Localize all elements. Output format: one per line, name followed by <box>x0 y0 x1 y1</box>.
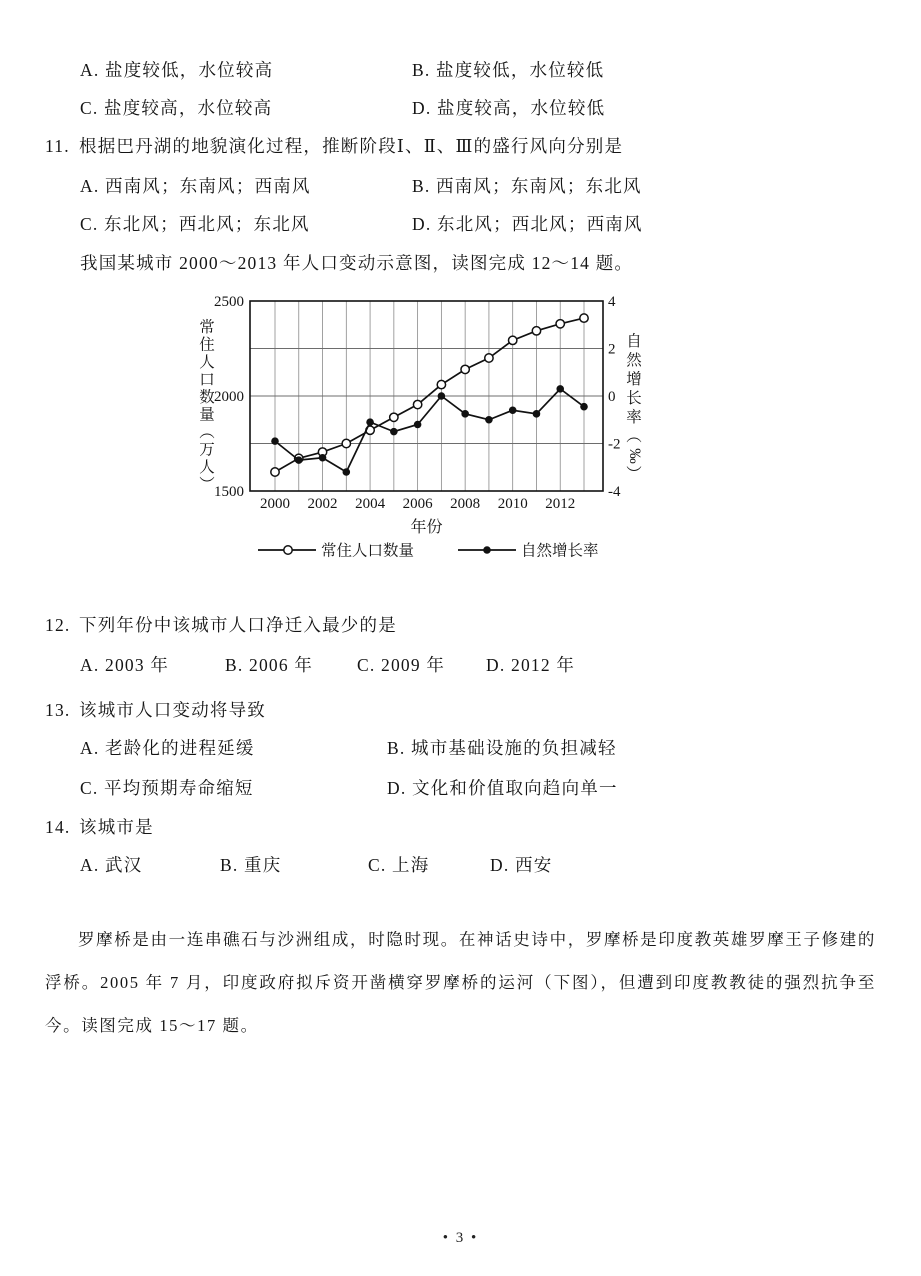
svg-text:2002: 2002 <box>307 496 338 512</box>
q11-option-d: D. 东北风；西北风；西南风 <box>412 214 643 234</box>
q13-option-b: B. 城市基础设施的负担减轻 <box>387 738 617 758</box>
svg-text:2006: 2006 <box>402 496 433 512</box>
svg-text:1500: 1500 <box>214 484 244 500</box>
svg-text:︵: ︵ <box>199 424 215 441</box>
q11-option-b: B. 西南风；东南风；东北风 <box>412 176 642 196</box>
svg-text:年份: 年份 <box>410 519 443 536</box>
svg-text:人: 人 <box>199 459 215 476</box>
svg-text:︶: ︶ <box>626 466 642 483</box>
question-12-stem <box>45 612 397 637</box>
question-11-stem <box>45 133 623 158</box>
question-14-stem-text: 该城市是 <box>79 817 154 837</box>
question-12-number: 12. <box>45 615 71 635</box>
svg-text:2010: 2010 <box>497 496 528 512</box>
question-11-stem-text: 根据巴丹湖的地貌演化过程，推断阶段Ⅰ、Ⅱ、Ⅲ的盛行风向分别是 <box>79 136 624 156</box>
svg-text:常: 常 <box>199 319 215 336</box>
svg-text:长: 长 <box>626 390 642 407</box>
question-13-stem-text: 该城市人口变动将导致 <box>79 700 266 720</box>
svg-text:万: 万 <box>199 441 215 459</box>
svg-text:2008: 2008 <box>450 496 481 512</box>
q12-option-c: C. 2009 年 <box>357 655 446 675</box>
svg-text:数: 数 <box>199 389 215 406</box>
svg-text:-4: -4 <box>608 484 621 500</box>
svg-text:常住人口数量: 常住人口数量 <box>321 542 415 560</box>
q13-option-a: A. 老龄化的进程延缓 <box>80 738 255 758</box>
q12-option-a: A. 2003 年 <box>80 655 170 675</box>
q12-option-d: D. 2012 年 <box>486 655 576 675</box>
q11-option-a: A. 西南风；东南风；西南风 <box>80 176 311 196</box>
q14-option-b: B. 重庆 <box>220 855 282 875</box>
population-change-chart <box>192 292 670 564</box>
question-11-number: 11. <box>45 136 70 156</box>
q14-option-c: C. 上海 <box>368 855 430 875</box>
svg-text:-2: -2 <box>608 436 621 453</box>
passage-text: 罗摩桥是由一连串礁石与沙洲组成，时隐时现。在神话史诗中，罗摩桥是印度教英雄罗摩王子修建的浮桥。2005 年 7 月，印度政府拟斥资开凿横穿罗摩桥的运河（下图），但遭到印度教教徒的强烈抗争至今。读图完成 15～17 题。 <box>45 930 876 1035</box>
svg-text:人: 人 <box>199 354 215 371</box>
svg-text:2012: 2012 <box>545 496 576 512</box>
svg-text:4: 4 <box>608 294 616 310</box>
q10-option-d: D. 盐度较高，水位较低 <box>412 98 606 118</box>
q13-option-c: C. 平均预期寿命缩短 <box>80 778 254 798</box>
q13-option-d: D. 文化和价值取向趋向单一 <box>387 778 618 798</box>
svg-text:︵: ︵ <box>626 428 642 445</box>
question-13-number: 13. <box>45 700 71 720</box>
svg-text:自: 自 <box>626 333 642 350</box>
svg-text:2500: 2500 <box>214 294 244 310</box>
question-14-number: 14. <box>45 817 71 837</box>
svg-text:2: 2 <box>608 341 616 358</box>
svg-text:自然增长率: 自然增长率 <box>521 542 599 560</box>
svg-text:率: 率 <box>626 409 642 426</box>
q14-option-d: D. 西安 <box>490 855 553 875</box>
q10-option-b: B. 盐度较低，水位较低 <box>412 60 605 80</box>
svg-text:口: 口 <box>199 371 215 389</box>
svg-text:增: 增 <box>626 371 642 388</box>
svg-text:︶: ︶ <box>199 476 215 494</box>
svg-text:量: 量 <box>199 406 215 424</box>
q14-option-a: A. 武汉 <box>80 855 143 875</box>
q11-option-c: C. 东北风；西北风；东北风 <box>80 214 310 234</box>
page-number: • 3 • <box>442 1230 479 1246</box>
svg-text:住: 住 <box>199 336 215 354</box>
svg-text:‰: ‰ <box>626 448 643 464</box>
svg-text:2000: 2000 <box>260 496 290 512</box>
question-12-stem-text: 下列年份中该城市人口净迁入最少的是 <box>79 615 397 635</box>
q10-option-c: C. 盐度较高，水位较高 <box>80 98 273 118</box>
question-13-stem <box>45 697 266 722</box>
svg-text:2004: 2004 <box>355 496 386 512</box>
question-14-stem <box>45 814 154 839</box>
svg-text:2000: 2000 <box>214 389 244 405</box>
svg-text:0: 0 <box>608 389 616 405</box>
q12-option-b: B. 2006 年 <box>225 655 314 675</box>
svg-text:然: 然 <box>626 352 642 369</box>
chart-intro-text: 我国某城市 2000～2013 年人口变动示意图，读图完成 12～14 题。 <box>80 253 634 273</box>
q10-option-a: A. 盐度较低，水位较高 <box>80 60 274 80</box>
